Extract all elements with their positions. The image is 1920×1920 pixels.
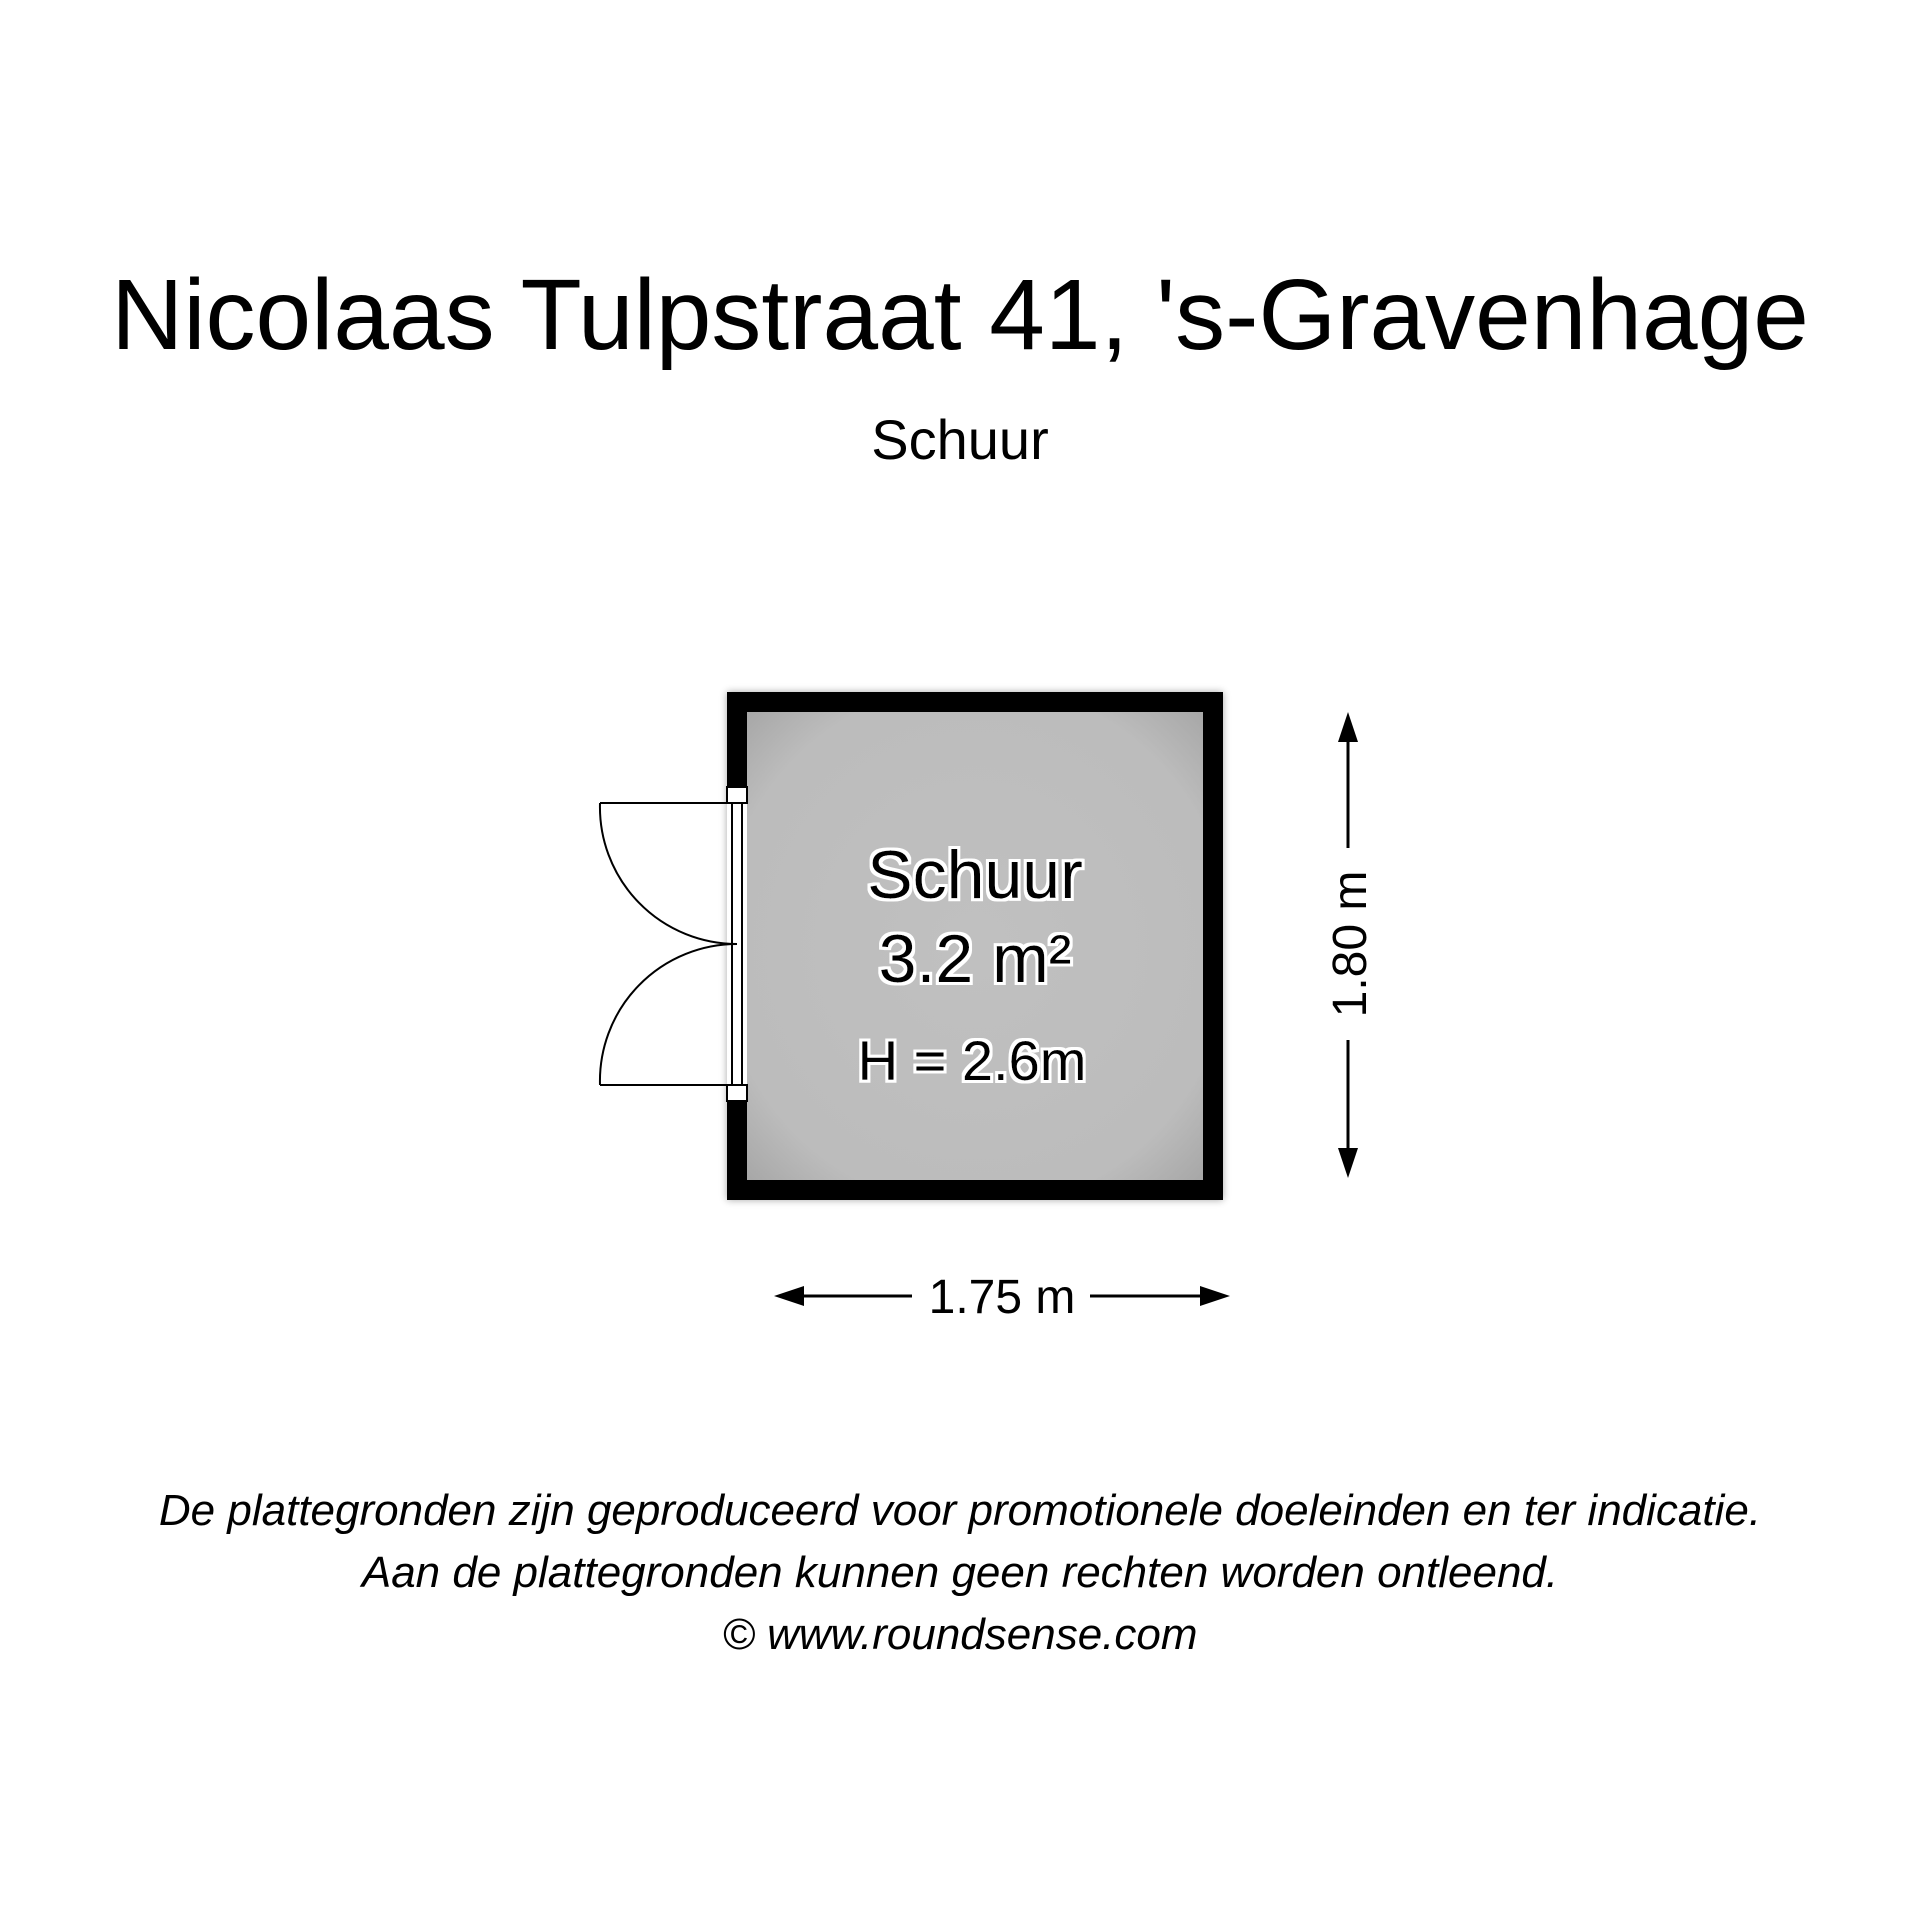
- width-dimension-label: 1.75 m: [928, 1271, 1076, 1324]
- door-jamb-top: [727, 787, 747, 803]
- room-name: Schuur: [867, 837, 1083, 913]
- disclaimer-line-2: Aan de plattegronden kunnen geen rechten worden ontleend.: [361, 1548, 1559, 1597]
- door-jamb-bottom: [727, 1085, 747, 1101]
- copyright-line: © www.roundsense.com: [722, 1610, 1198, 1659]
- depth-dimension-label: 1.80 m: [1324, 870, 1377, 1018]
- room-area: 3.2 m²: [878, 921, 1072, 997]
- disclaimer: [0, 1480, 1920, 1666]
- disclaimer-line-1: De plattegronden zijn geproduceerd voor promotionele doeleinden en ter indicatie.: [158, 1486, 1762, 1535]
- page-title: Nicolaas Tulpstraat 41, 's-Gravenhage: [111, 259, 1809, 371]
- room-height: H = 2.6m: [857, 1029, 1087, 1092]
- double-door-icon: [600, 803, 737, 1085]
- page-subtitle: Schuur: [871, 408, 1049, 471]
